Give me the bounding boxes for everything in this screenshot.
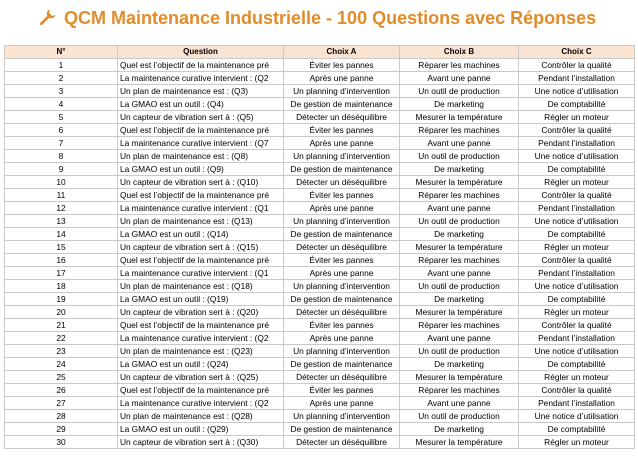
cell-number[interactable]: 14 [5,228,118,241]
cell-number[interactable]: 6 [5,124,118,137]
table-row[interactable] [5,371,635,384]
column-header-num: N° [5,46,118,59]
cell-choice-a[interactable]: De gestion de maintenance [284,423,400,436]
cell-number[interactable]: 1 [5,59,118,72]
cell-question[interactable]: La GMAO est un outil : (Q24) [118,358,284,371]
cell-number[interactable]: 16 [5,254,118,267]
cell-choice-a[interactable]: Après une panne [284,397,400,410]
cell-number[interactable]: 30 [5,436,118,449]
cell-number[interactable]: 8 [5,150,118,163]
cell-number[interactable]: 17 [5,267,118,280]
column-header-question: Question [118,46,284,59]
cell-choice-b[interactable]: Un outil de production [400,150,519,163]
cell-choice-a[interactable]: De gestion de maintenance [284,293,400,306]
cell-choice-c[interactable]: Contrôler la qualité [519,384,635,397]
cell-choice-b[interactable]: Avant une panne [400,267,519,280]
cell-choice-a[interactable]: Éviter les pannes [284,319,400,332]
cell-choice-b[interactable]: Avant une panne [400,202,519,215]
cell-number[interactable]: 27 [5,397,118,410]
cell-number[interactable]: 4 [5,98,118,111]
cell-choice-b[interactable]: Mesurer la température [400,241,519,254]
cell-choice-a[interactable]: Éviter les pannes [284,124,400,137]
cell-question[interactable]: La maintenance curative intervient : (Q1 [118,267,284,280]
cell-choice-a[interactable]: Après une panne [284,137,400,150]
cell-choice-c[interactable]: Une notice d’utilisation [519,215,635,228]
cell-choice-c[interactable]: De comptabilité [519,98,635,111]
cell-choice-c[interactable]: Contrôler la qualité [519,319,635,332]
cell-choice-c[interactable]: Une notice d’utilisation [519,345,635,358]
table-row[interactable] [5,293,635,306]
cell-number[interactable]: 22 [5,332,118,345]
cell-choice-b[interactable]: Un outil de production [400,215,519,228]
cell-number[interactable]: 10 [5,176,118,189]
cell-choice-a[interactable]: Après une panne [284,72,400,85]
cell-question[interactable]: La GMAO est un outil : (Q4) [118,98,284,111]
cell-number[interactable]: 13 [5,215,118,228]
table-row[interactable] [5,280,635,293]
cell-choice-b[interactable]: De marketing [400,98,519,111]
cell-choice-b[interactable]: Avant une panne [400,397,519,410]
cell-question[interactable]: Quel est l’objectif de la maintenance pré [118,384,284,397]
table-row[interactable] [5,358,635,371]
table-row[interactable] [5,98,635,111]
cell-choice-c[interactable]: Contrôler la qualité [519,254,635,267]
cell-choice-c[interactable]: Une notice d’utilisation [519,150,635,163]
cell-choice-b[interactable]: De marketing [400,423,519,436]
cell-question[interactable]: Un capteur de vibration sert à : (Q30) [118,436,284,449]
cell-question[interactable]: Un plan de maintenance est : (Q23) [118,345,284,358]
cell-choice-c[interactable]: Une notice d’utilisation [519,410,635,423]
cell-choice-b[interactable]: De marketing [400,228,519,241]
cell-choice-c[interactable]: De comptabilité [519,358,635,371]
cell-choice-c[interactable]: Une notice d’utilisation [519,85,635,98]
table-row[interactable] [5,345,635,358]
cell-choice-c[interactable]: Régler un moteur [519,306,635,319]
cell-number[interactable]: 2 [5,72,118,85]
cell-number[interactable]: 24 [5,358,118,371]
cell-choice-a[interactable]: Détecter un déséquilibre [284,371,400,384]
cell-choice-b[interactable]: Un outil de production [400,85,519,98]
cell-question[interactable]: La maintenance curative intervient : (Q7 [118,137,284,150]
table-row[interactable] [5,241,635,254]
table-row[interactable] [5,150,635,163]
wrench-icon [36,8,56,30]
qcm-table [4,45,635,449]
cell-question[interactable]: La maintenance curative intervient : (Q2 [118,72,284,85]
table-row[interactable] [5,124,635,137]
cell-question[interactable]: Quel est l’objectif de la maintenance pré [118,254,284,267]
cell-choice-b[interactable]: Mesurer la température [400,111,519,124]
cell-question[interactable]: Quel est l’objectif de la maintenance pré [118,124,284,137]
cell-question[interactable]: Un capteur de vibration sert à : (Q20) [118,306,284,319]
cell-choice-a[interactable]: Éviter les pannes [284,384,400,397]
page-title: QCM Maintenance Industrielle - 100 Questions avec Réponses [64,8,597,28]
cell-question[interactable]: Un capteur de vibration sert à : (Q25) [118,371,284,384]
cell-question[interactable]: La maintenance curative intervient : (Q1 [118,202,284,215]
cell-choice-a[interactable]: Éviter les pannes [284,189,400,202]
header-row [5,46,635,59]
table-row[interactable] [5,163,635,176]
cell-choice-c[interactable]: De comptabilité [519,293,635,306]
cell-number[interactable]: 25 [5,371,118,384]
table-row[interactable] [5,215,635,228]
cell-choice-a[interactable]: Un planning d’intervention [284,280,400,293]
cell-choice-a[interactable]: Après une panne [284,332,400,345]
cell-question[interactable]: Un capteur de vibration sert à : (Q15) [118,241,284,254]
cell-choice-c[interactable]: Pendant l’installation [519,332,635,345]
cell-number[interactable]: 7 [5,137,118,150]
cell-choice-b[interactable]: Mesurer la température [400,306,519,319]
cell-number[interactable]: 12 [5,202,118,215]
cell-number[interactable]: 11 [5,189,118,202]
cell-choice-a[interactable]: De gestion de maintenance [284,228,400,241]
cell-question[interactable]: La GMAO est un outil : (Q9) [118,163,284,176]
cell-choice-c[interactable]: Régler un moteur [519,176,635,189]
table-row[interactable] [5,306,635,319]
cell-choice-a[interactable]: Un planning d’intervention [284,215,400,228]
cell-question[interactable]: Un plan de maintenance est : (Q3) [118,85,284,98]
cell-choice-b[interactable]: Avant une panne [400,72,519,85]
cell-choice-a[interactable]: De gestion de maintenance [284,163,400,176]
cell-question[interactable]: Quel est l’objectif de la maintenance pré [118,59,284,72]
cell-question[interactable]: Quel est l’objectif de la maintenance pré [118,189,284,202]
cell-number[interactable]: 29 [5,423,118,436]
cell-question[interactable]: Un plan de maintenance est : (Q8) [118,150,284,163]
column-header-choice-a: Choix A [284,46,400,59]
cell-question[interactable]: Un capteur de vibration sert à : (Q5) [118,111,284,124]
table-row[interactable] [5,189,635,202]
cell-choice-b[interactable]: Réparer les machines [400,124,519,137]
cell-choice-b[interactable]: De marketing [400,293,519,306]
table-row[interactable] [5,254,635,267]
cell-choice-c[interactable]: Régler un moteur [519,111,635,124]
cell-number[interactable]: 18 [5,280,118,293]
cell-number[interactable]: 20 [5,306,118,319]
table-row[interactable] [5,59,635,72]
cell-question[interactable]: La GMAO est un outil : (Q29) [118,423,284,436]
cell-choice-b[interactable]: Un outil de production [400,280,519,293]
cell-choice-c[interactable]: Pendant l’installation [519,137,635,150]
cell-number[interactable]: 15 [5,241,118,254]
cell-choice-c[interactable]: Une notice d’utilisation [519,280,635,293]
cell-choice-b[interactable]: De marketing [400,163,519,176]
cell-number[interactable]: 23 [5,345,118,358]
cell-choice-c[interactable]: De comptabilité [519,228,635,241]
cell-question[interactable]: Un plan de maintenance est : (Q18) [118,280,284,293]
table-row[interactable] [5,319,635,332]
cell-choice-c[interactable]: Régler un moteur [519,436,635,449]
cell-choice-b[interactable]: Réparer les machines [400,254,519,267]
table-row[interactable] [5,85,635,98]
cell-question[interactable]: Un plan de maintenance est : (Q28) [118,410,284,423]
table-row[interactable] [5,111,635,124]
column-header-choice-c: Choix C [519,46,635,59]
cell-choice-a[interactable]: Détecter un déséquilibre [284,241,400,254]
cell-choice-a[interactable]: Détecter un déséquilibre [284,176,400,189]
title-bar [0,0,638,40]
cell-number[interactable]: 28 [5,410,118,423]
cell-choice-b[interactable]: Avant une panne [400,137,519,150]
table-row[interactable] [5,436,635,449]
cell-number[interactable]: 19 [5,293,118,306]
cell-question[interactable]: Un capteur de vibration sert à : (Q10) [118,176,284,189]
cell-choice-a[interactable]: Un planning d’intervention [284,85,400,98]
cell-choice-c[interactable]: De comptabilité [519,163,635,176]
cell-choice-a[interactable]: Détecter un déséquilibre [284,436,400,449]
cell-choice-a[interactable]: Un planning d’intervention [284,345,400,358]
cell-question[interactable]: La maintenance curative intervient : (Q2 [118,332,284,345]
table-row[interactable] [5,267,635,280]
cell-choice-b[interactable]: Un outil de production [400,410,519,423]
cell-choice-c[interactable]: Contrôler la qualité [519,59,635,72]
table-row[interactable] [5,410,635,423]
table-row[interactable] [5,384,635,397]
cell-choice-a[interactable]: Éviter les pannes [284,254,400,267]
table-row[interactable] [5,423,635,436]
cell-choice-a[interactable]: Un planning d’intervention [284,410,400,423]
cell-number[interactable]: 26 [5,384,118,397]
cell-choice-c[interactable]: Pendant l’installation [519,202,635,215]
cell-choice-b[interactable]: Mesurer la température [400,176,519,189]
cell-choice-c[interactable]: Pendant l’installation [519,397,635,410]
cell-choice-a[interactable]: Un planning d’intervention [284,150,400,163]
cell-choice-b[interactable]: Mesurer la température [400,436,519,449]
table-row[interactable] [5,137,635,150]
cell-choice-b[interactable]: Un outil de production [400,345,519,358]
cell-choice-a[interactable]: Après une panne [284,267,400,280]
cell-number[interactable]: 9 [5,163,118,176]
table-body [5,59,635,449]
table-row[interactable] [5,202,635,215]
cell-choice-b[interactable]: Réparer les machines [400,59,519,72]
cell-choice-a[interactable]: Détecter un déséquilibre [284,111,400,124]
cell-choice-b[interactable]: Réparer les machines [400,319,519,332]
cell-choice-b[interactable]: Avant une panne [400,332,519,345]
cell-choice-c[interactable]: Pendant l’installation [519,267,635,280]
cell-choice-c[interactable]: De comptabilité [519,423,635,436]
cell-choice-b[interactable]: Mesurer la température [400,371,519,384]
cell-choice-c[interactable]: Régler un moteur [519,241,635,254]
cell-question[interactable]: La GMAO est un outil : (Q19) [118,293,284,306]
cell-choice-a[interactable]: Détecter un déséquilibre [284,306,400,319]
cell-question[interactable]: Un plan de maintenance est : (Q13) [118,215,284,228]
cell-number[interactable]: 3 [5,85,118,98]
cell-question[interactable]: La maintenance curative intervient : (Q2 [118,397,284,410]
table-row[interactable] [5,332,635,345]
cell-choice-b[interactable]: De marketing [400,358,519,371]
cell-question[interactable]: Quel est l’objectif de la maintenance pré [118,319,284,332]
cell-choice-a[interactable]: Après une panne [284,202,400,215]
cell-number[interactable]: 21 [5,319,118,332]
column-header-choice-b: Choix B [400,46,519,59]
cell-choice-a[interactable]: Éviter les pannes [284,59,400,72]
cell-choice-b[interactable]: Réparer les machines [400,189,519,202]
cell-choice-c[interactable]: Pendant l’installation [519,72,635,85]
table-row[interactable] [5,228,635,241]
cell-choice-b[interactable]: Réparer les machines [400,384,519,397]
cell-choice-c[interactable]: Régler un moteur [519,371,635,384]
table-row[interactable] [5,176,635,189]
cell-choice-a[interactable]: De gestion de maintenance [284,98,400,111]
cell-question[interactable]: La GMAO est un outil : (Q14) [118,228,284,241]
cell-choice-a[interactable]: De gestion de maintenance [284,358,400,371]
table-row[interactable] [5,72,635,85]
cell-number[interactable]: 5 [5,111,118,124]
cell-choice-c[interactable]: Contrôler la qualité [519,124,635,137]
table-row[interactable] [5,397,635,410]
cell-choice-c[interactable]: Contrôler la qualité [519,189,635,202]
